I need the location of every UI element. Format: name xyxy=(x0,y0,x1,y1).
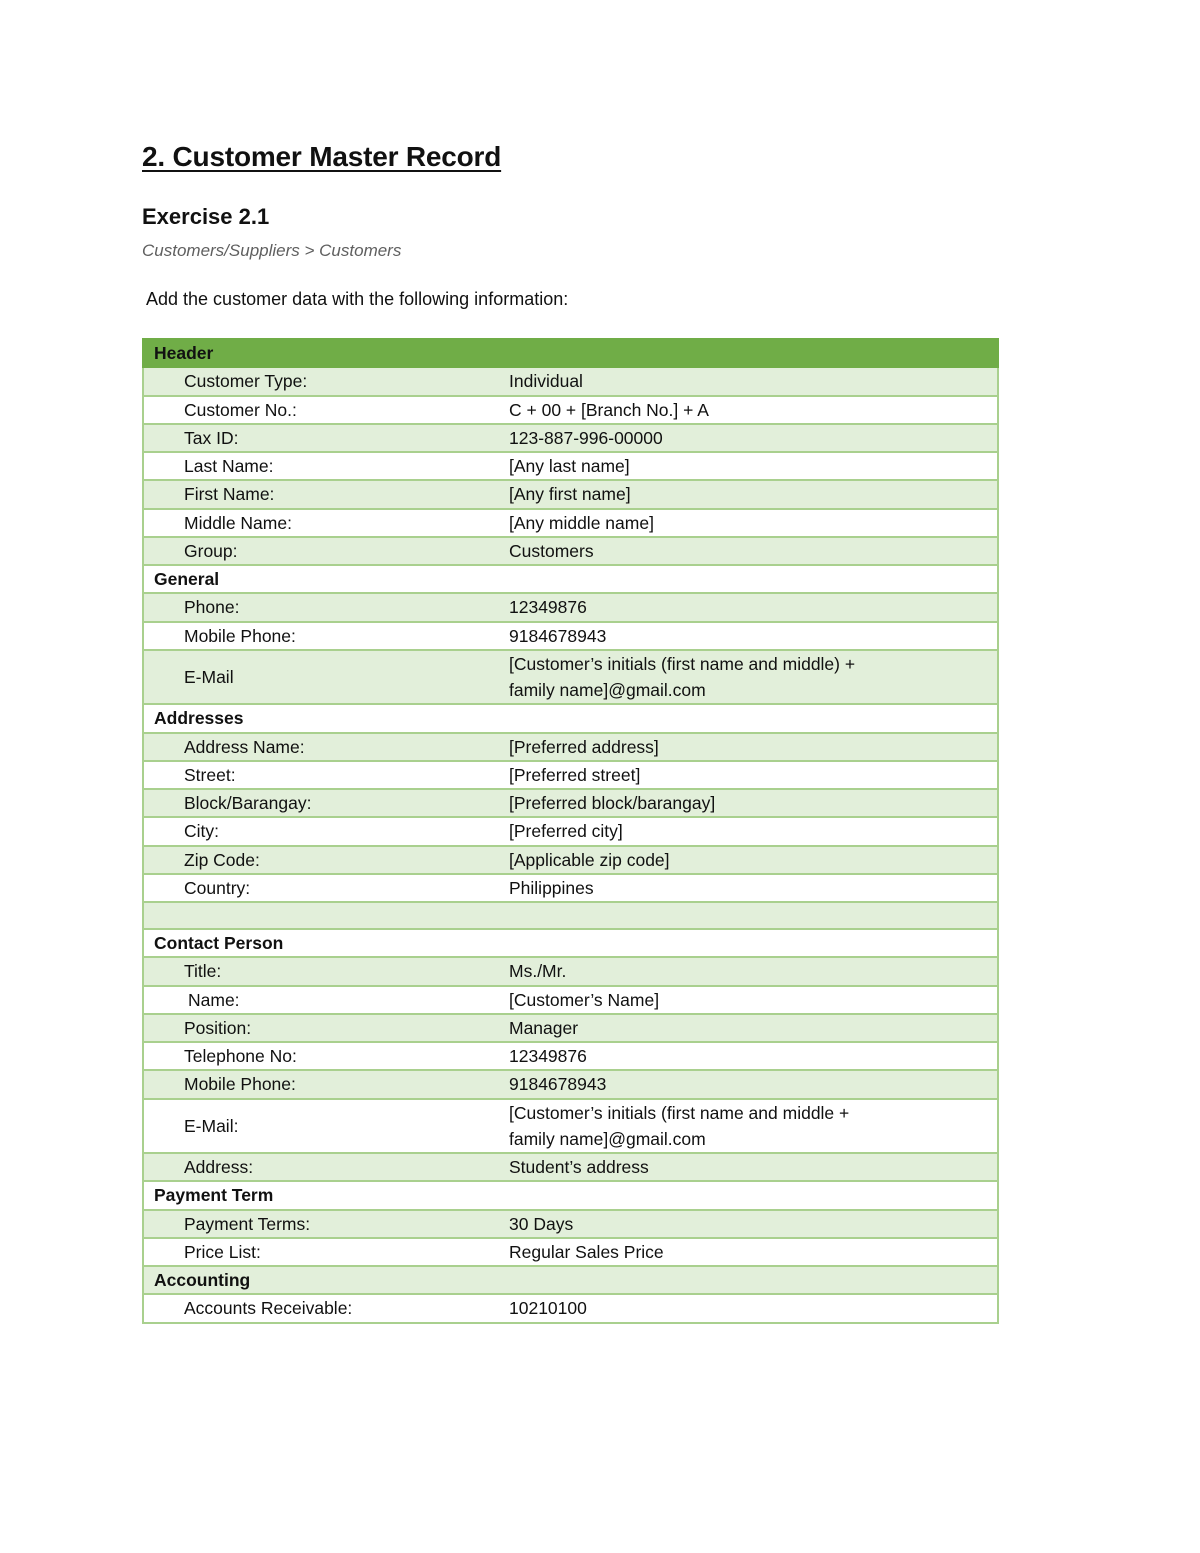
table-row xyxy=(143,1042,998,1070)
field-value: 9184678943 xyxy=(499,622,998,650)
customer-record-table xyxy=(142,338,999,1324)
field-label: Block/Barangay: xyxy=(143,789,499,817)
field-value: 30 Days xyxy=(499,1210,998,1238)
section-title: Addresses xyxy=(143,704,998,732)
field-value: 9184678943 xyxy=(499,1070,998,1098)
field-label: Customer Type: xyxy=(143,367,499,395)
table-row xyxy=(143,817,998,845)
field-label: First Name: xyxy=(143,480,499,508)
empty-row xyxy=(143,902,998,929)
field-label: Group: xyxy=(143,537,499,565)
table-row xyxy=(143,452,998,480)
section-row-contact-person xyxy=(143,929,998,957)
field-label: Mobile Phone: xyxy=(143,622,499,650)
field-label: Customer No.: xyxy=(143,396,499,424)
field-value: Ms./Mr. xyxy=(499,957,998,985)
field-value: Manager xyxy=(499,1014,998,1042)
field-label: Phone: xyxy=(143,593,499,621)
table-row xyxy=(143,1070,998,1098)
section-title: Payment Term xyxy=(143,1181,998,1209)
breadcrumb: Customers/Suppliers > Customers xyxy=(142,241,402,260)
section-row-accounting xyxy=(143,1266,998,1294)
table-row xyxy=(143,733,998,761)
field-value: [Any middle name] xyxy=(499,509,998,537)
field-label: Street: xyxy=(143,761,499,789)
field-value: 10210100 xyxy=(499,1294,998,1322)
table-row xyxy=(143,846,998,874)
table-row xyxy=(143,761,998,789)
field-label: Address Name: xyxy=(143,733,499,761)
field-label: Telephone No: xyxy=(143,1042,499,1070)
page-title: 2. Customer Master Record xyxy=(142,141,502,172)
field-value: Customers xyxy=(499,537,998,565)
field-label: Country: xyxy=(143,874,499,902)
field-value: 123-887-996-00000 xyxy=(499,424,998,452)
table-row xyxy=(143,1210,998,1238)
field-label: Middle Name: xyxy=(143,509,499,537)
field-label: E-Mail: xyxy=(143,1099,499,1154)
table-row xyxy=(143,650,998,705)
table-row xyxy=(143,367,998,395)
field-label: Accounts Receivable: xyxy=(143,1294,499,1322)
table-row xyxy=(143,986,998,1014)
table-header-row xyxy=(143,339,998,367)
table-row xyxy=(143,957,998,985)
section-row-payment-term xyxy=(143,1181,998,1209)
table-row xyxy=(143,593,998,621)
exercise-title: Exercise 2.1 xyxy=(142,204,270,229)
field-value: Student’s address xyxy=(499,1153,998,1181)
field-label: Address: xyxy=(143,1153,499,1181)
intro-text: Add the customer data with the following information: xyxy=(146,289,569,309)
field-value: [Preferred address] xyxy=(499,733,998,761)
field-value: Philippines xyxy=(499,874,998,902)
field-value: [Any last name] xyxy=(499,452,998,480)
table-row xyxy=(143,509,998,537)
field-value: [Applicable zip code] xyxy=(499,846,998,874)
table-row xyxy=(143,424,998,452)
field-value: [Preferred city] xyxy=(499,817,998,845)
field-label: Payment Terms: xyxy=(143,1210,499,1238)
table-row xyxy=(143,396,998,424)
field-value: Individual xyxy=(499,367,998,395)
field-value-line: [Customer’s initials (first name and middle + xyxy=(509,1102,850,1123)
field-label: Zip Code: xyxy=(143,846,499,874)
field-label: Mobile Phone: xyxy=(143,1070,499,1098)
table-row xyxy=(143,1099,998,1154)
field-value: [Preferred street] xyxy=(499,761,998,789)
field-value: 12349876 xyxy=(499,593,998,621)
field-value xyxy=(499,1099,998,1154)
field-value: [Any first name] xyxy=(499,480,998,508)
section-row-addresses xyxy=(143,704,998,732)
table-row xyxy=(143,480,998,508)
empty-cell xyxy=(143,902,998,929)
field-value-line: family name]@gmail.com xyxy=(509,1128,706,1149)
section-title: Contact Person xyxy=(143,929,998,957)
section-row-general xyxy=(143,565,998,593)
table-row xyxy=(143,1238,998,1266)
field-value: [Customer’s Name] xyxy=(499,986,998,1014)
field-label: City: xyxy=(143,817,499,845)
field-value: C + 00 + [Branch No.] + A xyxy=(499,396,998,424)
section-title: General xyxy=(143,565,998,593)
field-label: Last Name: xyxy=(143,452,499,480)
field-value: Regular Sales Price xyxy=(499,1238,998,1266)
field-value-line: [Customer’s initials (first name and middle) + xyxy=(509,653,856,674)
field-label: Tax ID: xyxy=(143,424,499,452)
field-value-line: family name]@gmail.com xyxy=(509,680,706,700)
field-value xyxy=(499,650,998,705)
table-row xyxy=(143,622,998,650)
field-label: Name: xyxy=(143,986,499,1014)
table-row xyxy=(143,537,998,565)
table-row xyxy=(143,789,998,817)
table-row xyxy=(143,1153,998,1181)
field-label: E-Mail xyxy=(143,650,499,705)
field-label: Price List: xyxy=(143,1238,499,1266)
section-title: Accounting xyxy=(143,1266,998,1294)
section-header: Header xyxy=(143,339,998,367)
table-row xyxy=(143,1014,998,1042)
field-label: Position: xyxy=(143,1014,499,1042)
field-label: Title: xyxy=(143,957,499,985)
table-row xyxy=(143,1294,998,1322)
field-value: [Preferred block/barangay] xyxy=(499,789,998,817)
table-row xyxy=(143,874,998,902)
field-value: 12349876 xyxy=(499,1042,998,1070)
